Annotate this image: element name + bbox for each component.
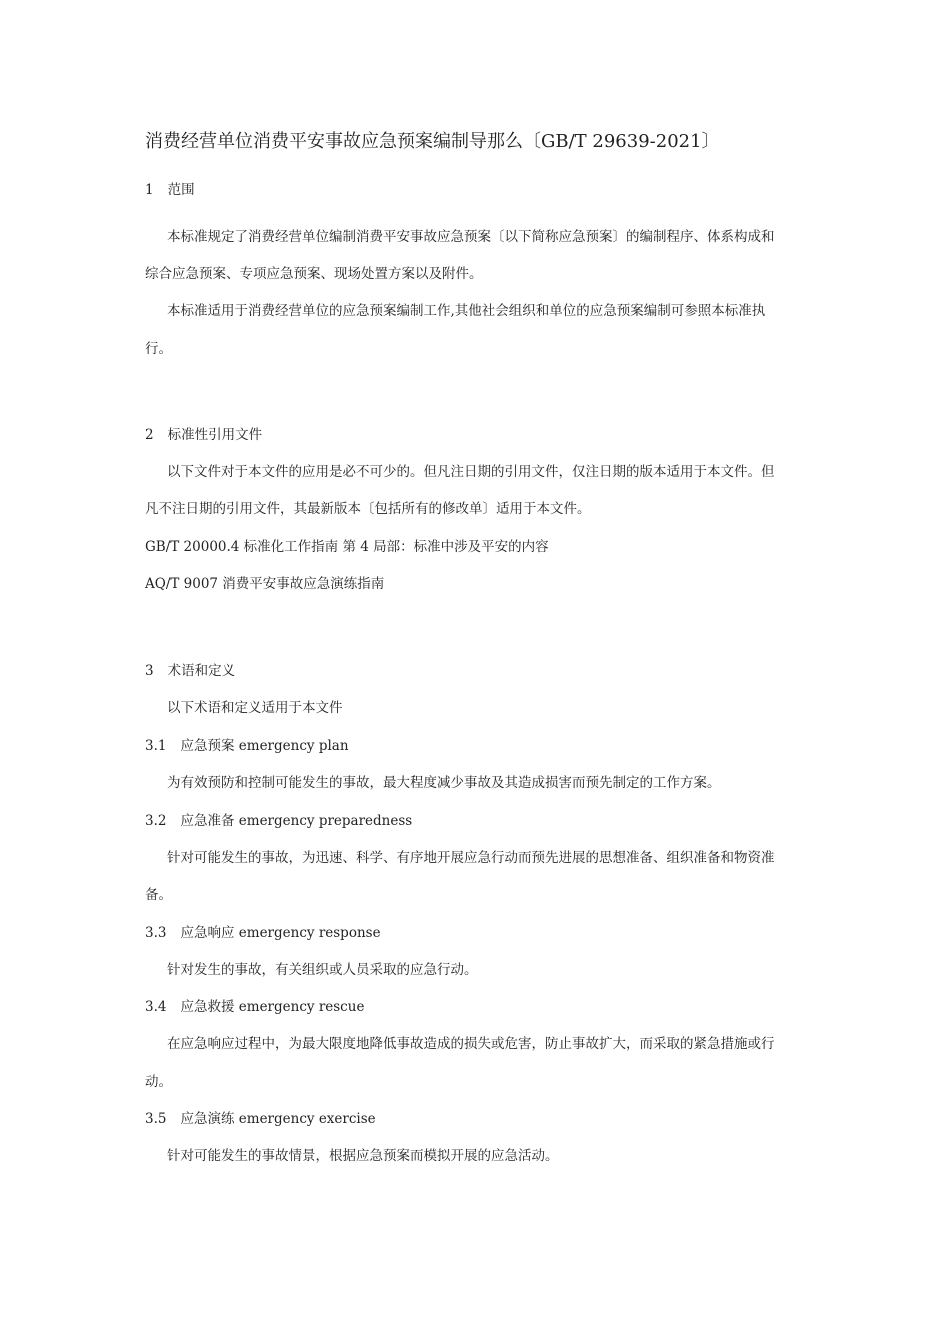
term-definition: 为有效预防和控制可能发生的事故，最大程度减少事故及其造成损害而预先制定的工作方案。: [167, 775, 721, 791]
term-name: 应急预案 emergency plan: [180, 738, 349, 754]
term-number: 3.2: [145, 813, 167, 829]
reference-item: AQ/T 9007 消费平安事故应急演练指南: [145, 576, 385, 592]
document-title: 消费经营单位消费平安事故应急预案编制导那么〔GB/T 29639-2021〕: [145, 131, 720, 152]
term-definition: 针对可能发生的事故，为迅速、科学、有序地开展应急行动而预先进展的思想准备、组织准备和物资准: [167, 850, 775, 866]
paragraph-line: 行。: [145, 341, 172, 357]
term-number: 3.4: [145, 999, 167, 1015]
section-title: 标准性引用文件: [167, 427, 263, 443]
paragraph-line: 本标准适用于消费经营单位的应急预案编制工作,其他社会组织和单位的应急预案编制可参照本标准执: [167, 303, 766, 319]
term-name: 应急救援 emergency rescue: [180, 999, 365, 1015]
term-name: 应急准备 emergency preparedness: [180, 813, 413, 829]
section-title: 范围: [167, 182, 195, 198]
term-heading: [145, 998, 364, 1016]
paragraph-line: 综合应急预案、专项应急预案、现场处置方案以及附件。: [145, 266, 483, 282]
term-heading: [145, 1110, 376, 1128]
section-number: 1: [145, 182, 154, 198]
section-number: 3: [145, 663, 154, 679]
reference-item: GB/T 20000.4 标准化工作指南 第 4 局部：标准中涉及平安的内容: [145, 539, 549, 555]
paragraph-line: 以下文件对于本文件的应用是必不可少的。但凡注日期的引用文件，仅注日期的版本适用于本文件。但: [167, 464, 775, 480]
term-definition: 针对可能发生的事故情景，根据应急预案而模拟开展的应急活动。: [167, 1148, 559, 1164]
term-name: 应急演练 emergency exercise: [180, 1111, 376, 1127]
term-definition: 动。: [145, 1074, 172, 1090]
term-definition: 在应急响应过程中，为最大限度地降低事故造成的损失或危害，防止事故扩大，而采取的紧急措施或行: [167, 1036, 775, 1052]
term-definition: 针对发生的事故，有关组织或人员采取的应急行动。: [167, 962, 478, 978]
section-3-heading: [145, 662, 235, 680]
section-number: 2: [145, 427, 154, 443]
term-heading: [145, 812, 412, 830]
term-number: 3.5: [145, 1111, 167, 1127]
paragraph-line: 凡不注日期的引用文件，其最新版本〔包括所有的修改单〕适用于本文件。: [145, 501, 591, 517]
term-number: 3.1: [145, 738, 167, 754]
section-2-heading: [145, 426, 262, 444]
term-definition: 备。: [145, 887, 172, 903]
paragraph-line: 以下术语和定义适用于本文件: [167, 700, 343, 716]
term-name: 应急响应 emergency response: [180, 925, 381, 941]
section-title: 术语和定义: [167, 663, 236, 679]
section-1-heading: [145, 181, 195, 199]
paragraph-line: 本标准规定了消费经营单位编制消费平安事故应急预案〔以下简称应急预案〕的编制程序、体系构成和: [167, 229, 775, 245]
term-heading: [145, 737, 349, 755]
term-number: 3.3: [145, 925, 167, 941]
term-heading: [145, 924, 381, 942]
